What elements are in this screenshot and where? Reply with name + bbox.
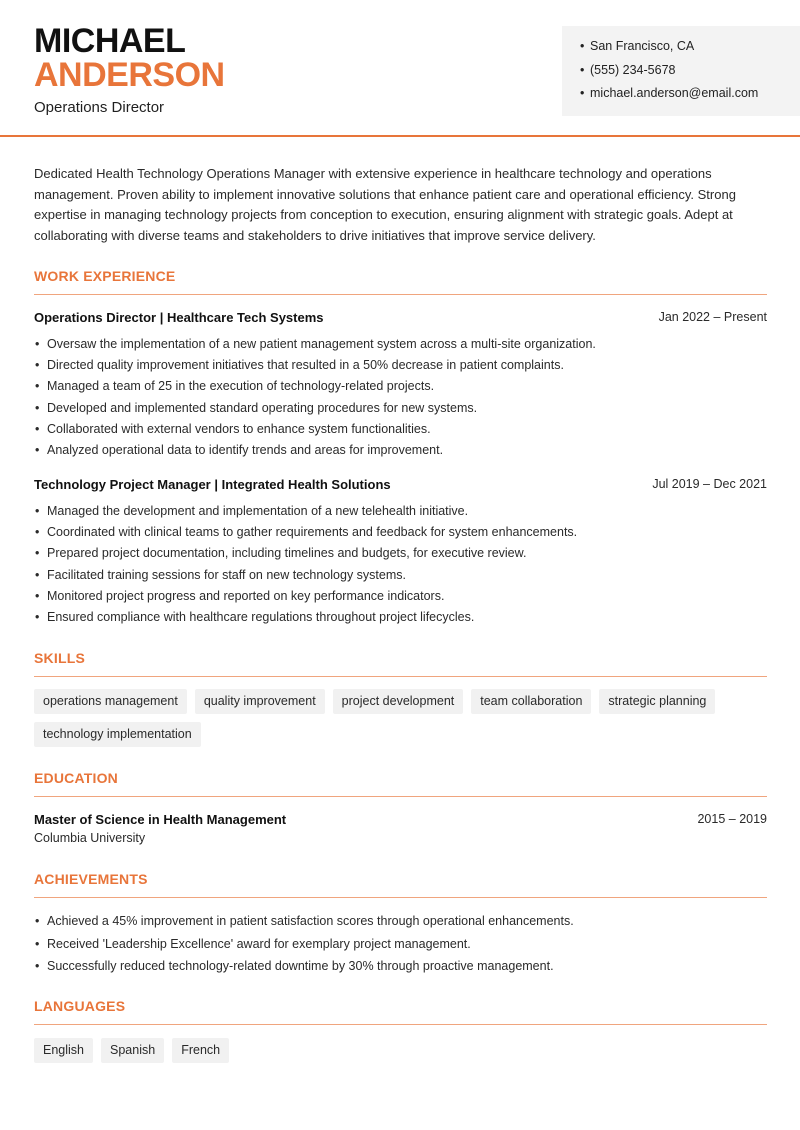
list-item: • Coordinated with clinical teams to gather requirements and feedback for system enhancements. xyxy=(34,524,767,545)
section-divider xyxy=(34,796,767,797)
job-bullets xyxy=(34,336,767,463)
job-header xyxy=(34,310,767,325)
section-divider xyxy=(34,676,767,677)
job-header xyxy=(34,477,767,492)
job-role: Operations Director | Healthcare Tech Systems xyxy=(34,310,324,325)
section-divider xyxy=(34,897,767,898)
section-title-skills: SKILLS xyxy=(34,650,85,666)
skill-tag: operations management xyxy=(34,689,187,714)
list-item: • Facilitated training sessions for staff on new technology systems. xyxy=(34,567,767,588)
list-item: • Successfully reduced technology-related downtime by 30% through proactive management. xyxy=(34,958,767,981)
contact-location: • San Francisco, CA xyxy=(580,38,800,62)
language-tag: English xyxy=(34,1038,93,1063)
job-role: Technology Project Manager | Integrated Health Solutions xyxy=(34,477,391,492)
skill-tag: team collaboration xyxy=(471,689,591,714)
professional-summary: Dedicated Health Technology Operations Manager with extensive experience in healthcare technology and operations management. Proven ability to implement innovative solutions that enhance patient care and operational efficiency. Strong expertise in managing technology projects from conception to execution, ensuring alignment with strategic goals. Adept at collaborating with diverse teams and stakeholders to drive initiatives that improve service delivery. xyxy=(34,166,736,243)
contact-box xyxy=(562,26,800,116)
job-bullets xyxy=(34,503,767,630)
resume-header xyxy=(0,0,800,137)
skill-tag: quality improvement xyxy=(195,689,325,714)
list-item: • Monitored project progress and reported on key performance indicators. xyxy=(34,588,767,609)
list-item: • Developed and implemented standard operating procedures for new systems. xyxy=(34,400,767,421)
education-dates: 2015 – 2019 xyxy=(697,812,767,826)
job-title: Operations Director xyxy=(34,99,165,116)
list-item: • Achieved a 45% improvement in patient satisfaction scores through operational enhancements. xyxy=(34,913,767,936)
section-title-education: EDUCATION xyxy=(34,770,118,786)
language-tag: Spanish xyxy=(101,1038,164,1063)
skill-tag: project development xyxy=(333,689,464,714)
degree: Master of Science in Health Management xyxy=(34,812,287,827)
list-item: • Directed quality improvement initiatives that resulted in a 50% decrease in patient complaints. xyxy=(34,357,767,378)
list-item: • Collaborated with external vendors to enhance system functionalities. xyxy=(34,421,767,442)
skills-list xyxy=(34,689,767,747)
achievements-list xyxy=(34,913,767,981)
job-dates: Jan 2022 – Present xyxy=(658,310,767,324)
section-divider xyxy=(34,294,767,295)
contact-email[interactable]: • michael.anderson@email.com xyxy=(580,85,800,109)
education-header xyxy=(34,812,767,827)
job-dates: Jul 2019 – Dec 2021 xyxy=(652,477,767,491)
section-divider xyxy=(34,1024,767,1025)
section-title-work: WORK EXPERIENCE xyxy=(34,268,176,284)
list-item: • Managed the development and implementation of a new telehealth initiative. xyxy=(34,503,767,524)
section-title-languages: LANGUAGES xyxy=(34,998,126,1014)
list-item: • Received 'Leadership Excellence' award for exemplary project management. xyxy=(34,936,767,959)
list-item: • Analyzed operational data to identify trends and areas for improvement. xyxy=(34,442,767,463)
language-tag: French xyxy=(172,1038,229,1063)
languages-list xyxy=(34,1038,767,1063)
school-name: Columbia University xyxy=(34,831,146,845)
list-item: • Ensured compliance with healthcare regulations throughout project lifecycles. xyxy=(34,609,767,630)
last-name: ANDERSON xyxy=(34,56,225,94)
skill-tag: strategic planning xyxy=(599,689,715,714)
contact-phone: • (555) 234-5678 xyxy=(580,62,800,86)
list-item: • Prepared project documentation, including timelines and budgets, for executive review. xyxy=(34,545,767,566)
first-name: MICHAEL xyxy=(34,22,186,60)
list-item: • Managed a team of 25 in the execution of technology-related projects. xyxy=(34,378,767,399)
skill-tag: technology implementation xyxy=(34,722,201,747)
section-title-achievements: ACHIEVEMENTS xyxy=(34,871,148,887)
list-item: • Oversaw the implementation of a new patient management system across a multi-site organization. xyxy=(34,336,767,357)
